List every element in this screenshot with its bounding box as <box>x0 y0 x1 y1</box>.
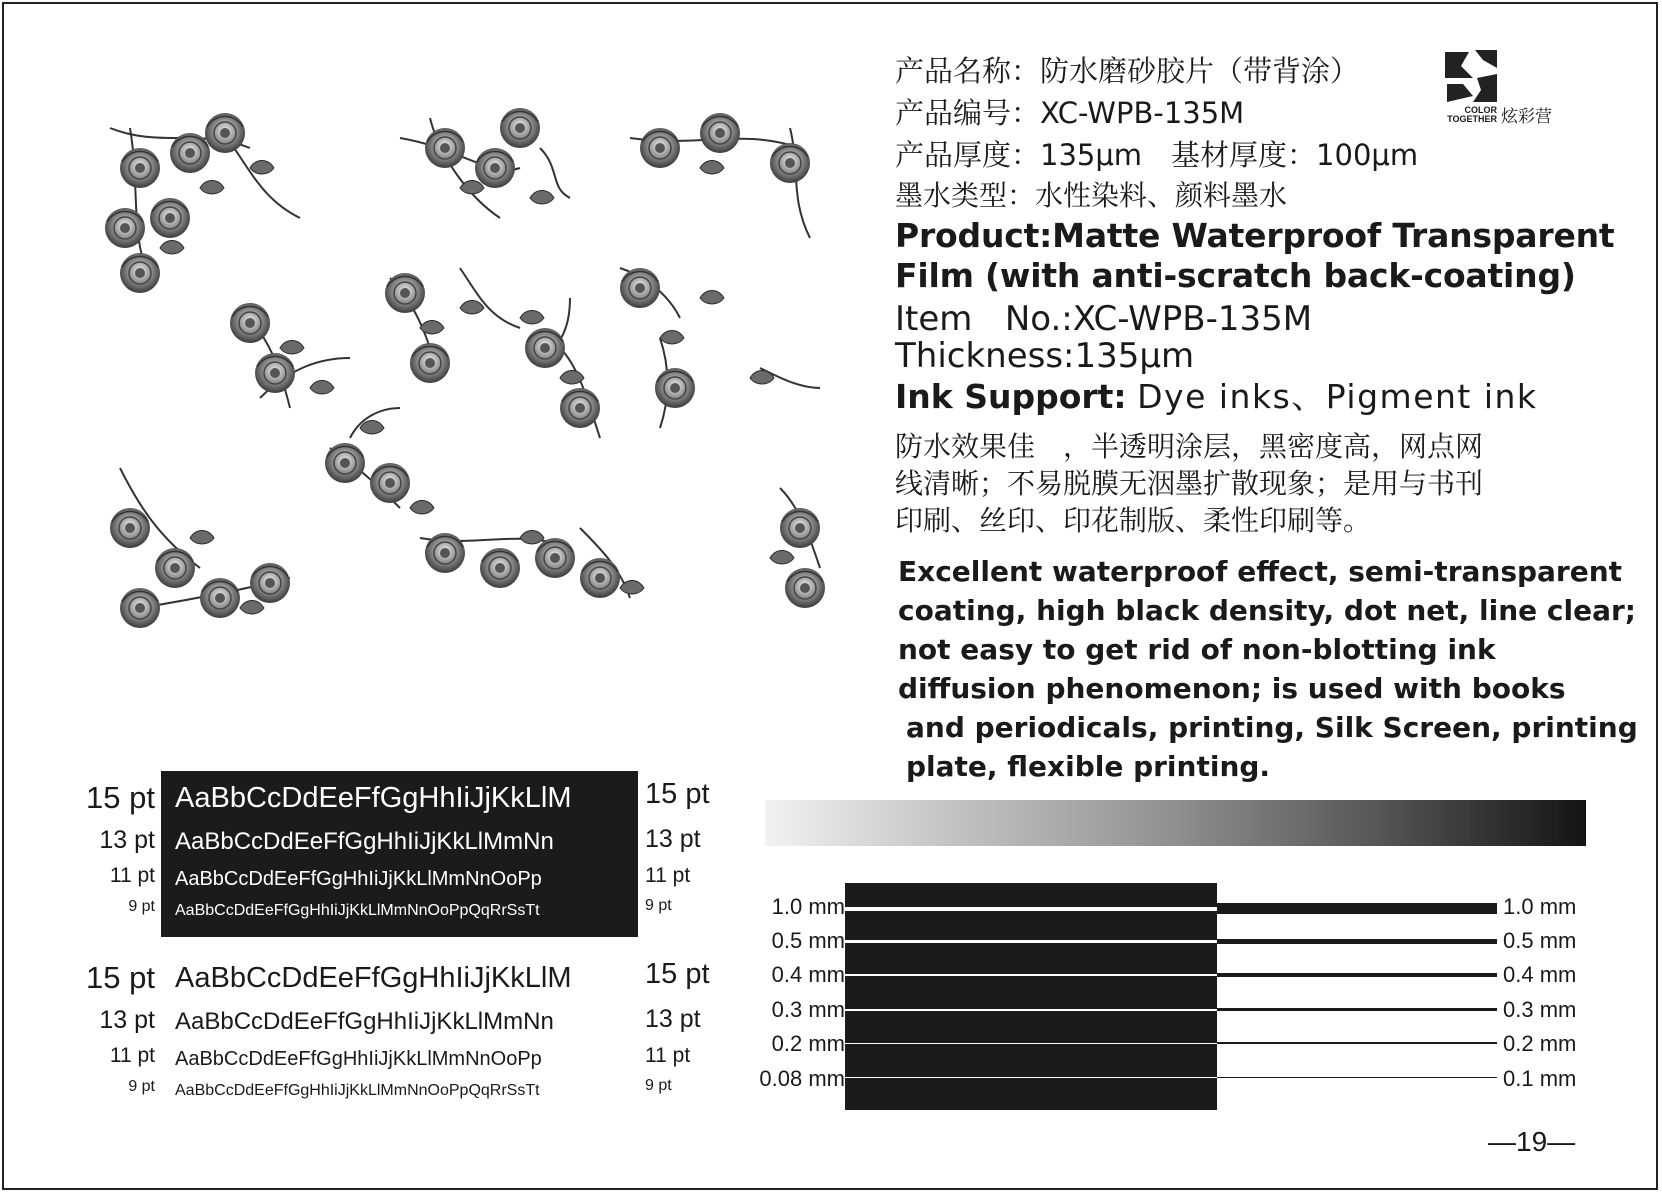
product-name-en-line1: Product:Matte Waterproof Transparent <box>895 216 1615 255</box>
line-label-right: 0.2 mm <box>1503 1031 1577 1056</box>
size-label-11pt: 11 pt <box>645 1044 691 1067</box>
size-label-15pt: 15 pt <box>645 958 710 990</box>
logo-tagline: COLOR TOGETHER <box>1447 105 1497 124</box>
sample-13pt: AaBbCcDdEeFfGgHhIiJjKkLlMmNn <box>175 828 554 855</box>
positive-line <box>1217 1077 1497 1078</box>
product-code-cn: 产品编号：XC-WPB-135M <box>895 96 1245 130</box>
positive-line <box>1217 939 1497 944</box>
size-label-11pt: 11 pt <box>109 1044 155 1067</box>
line-label-left: 1.0 mm <box>771 894 845 919</box>
line-label-left: 0.5 mm <box>771 928 845 953</box>
description-cn-line: 线清晰；不易脱膜无洇墨扩散现象；是用与书刊 <box>895 467 1484 500</box>
size-label-15pt: 15 pt <box>86 960 155 995</box>
reversed-line <box>845 907 1217 911</box>
size-label-11pt: 11 pt <box>645 864 691 887</box>
size-label-9pt: 9 pt <box>645 897 672 914</box>
size-label-13pt: 13 pt <box>645 1005 701 1033</box>
line-label-left: 0.08 mm <box>759 1066 845 1091</box>
positive-line <box>1217 973 1497 977</box>
line-label-left: 0.3 mm <box>771 997 845 1022</box>
line-label-right: 0.3 mm <box>1503 997 1577 1022</box>
description-en-line: diffusion phenomenon; is used with books <box>898 672 1566 705</box>
line-label-right: 1.0 mm <box>1503 894 1577 919</box>
reversed-line <box>845 974 1217 976</box>
sample-9pt: AaBbCcDdEeFfGgHhIiJjKkLlMmNnOoPpQqRrSsTt <box>175 902 540 919</box>
size-label-13pt: 13 pt <box>99 1006 155 1034</box>
floral-rose-artwork <box>100 108 825 653</box>
description-en-line: not easy to get rid of non-blotting ink <box>898 633 1496 666</box>
ink-support-label: Ink Support: <box>895 377 1127 416</box>
description-cn-line: 防水效果佳 ，半透明涂层，黑密度高，网点网 <box>895 430 1484 463</box>
reversed-line <box>845 1043 1217 1044</box>
description-cn-line: 印刷、丝印、印花制版、柔性印刷等。 <box>895 504 1372 537</box>
density-gradient-bar <box>765 800 1586 846</box>
thickness-en: Thickness:135μm <box>895 336 1195 376</box>
positive-line <box>1217 1008 1497 1011</box>
line-label-right: 0.5 mm <box>1503 928 1577 953</box>
line-label-left: 0.4 mm <box>771 962 845 987</box>
ink-support-value: Dye inks、Pigment ink <box>1137 377 1538 416</box>
sample-9pt: AaBbCcDdEeFfGgHhIiJjKkLlMmNnOoPpQqRrSsTt <box>175 1082 540 1099</box>
ink-type-cn: 墨水类型：水性染料、颜料墨水 <box>895 179 1288 212</box>
size-label-15pt: 15 pt <box>645 778 710 810</box>
line-width-test <box>740 880 1580 1115</box>
page-number: —19— <box>1488 1126 1576 1157</box>
ink-support-en <box>895 376 1615 418</box>
positive-line <box>1217 1042 1497 1044</box>
sample-15pt: AaBbCcDdEeFfGgHhIiJjKkLlM <box>175 962 572 994</box>
description-en <box>898 552 1638 786</box>
reversed-line <box>845 1009 1217 1011</box>
line-label-right: 0.1 mm <box>1503 1066 1577 1091</box>
line-label-left: 0.2 mm <box>771 1031 845 1056</box>
size-label-9pt: 9 pt <box>128 898 155 915</box>
size-label-13pt: 13 pt <box>645 825 701 853</box>
sample-11pt: AaBbCcDdEeFfGgHhIiJjKkLlMmNnOoPp <box>175 868 542 890</box>
positive-line <box>1217 903 1497 914</box>
description-en-line: plate, flexible printing. <box>906 750 1271 783</box>
product-name-cn: 产品名称：防水磨砂胶片（带背涂） <box>895 54 1360 88</box>
size-label-9pt: 9 pt <box>128 1078 155 1095</box>
size-label-11pt: 11 pt <box>109 864 155 887</box>
sample-11pt: AaBbCcDdEeFfGgHhIiJjKkLlMmNnOoPp <box>175 1048 542 1070</box>
size-label-15pt: 15 pt <box>86 780 155 815</box>
size-label-9pt: 9 pt <box>645 1077 672 1094</box>
reversed-line <box>845 1077 1217 1078</box>
description-cn <box>895 428 1595 539</box>
line-label-right: 0.4 mm <box>1503 962 1577 987</box>
description-en-line: coating, high black density, dot net, line clear; <box>898 594 1636 627</box>
size-label-13pt: 13 pt <box>99 826 155 854</box>
logo-chinese-name: 炫彩营 <box>1501 107 1552 127</box>
solid-black-block <box>845 883 1217 1110</box>
reversed-line <box>845 940 1217 943</box>
product-name-en-line2: Film (with anti-scratch back-coating) <box>895 256 1576 295</box>
product-thickness-cn: 产品厚度：135μm 基材厚度：100μm <box>895 138 1419 172</box>
description-en-line: Excellent waterproof effect, semi-transparent <box>898 555 1623 588</box>
product-info <box>895 50 1615 418</box>
description-en-line: and periodicals, printing, Silk Screen, printing <box>906 711 1638 744</box>
item-number-en: Item No.:XC-WPB-135M <box>895 299 1313 339</box>
sample-15pt: AaBbCcDdEeFfGgHhIiJjKkLlM <box>175 782 572 814</box>
sample-13pt: AaBbCcDdEeFfGgHhIiJjKkLlMmNn <box>175 1008 554 1035</box>
